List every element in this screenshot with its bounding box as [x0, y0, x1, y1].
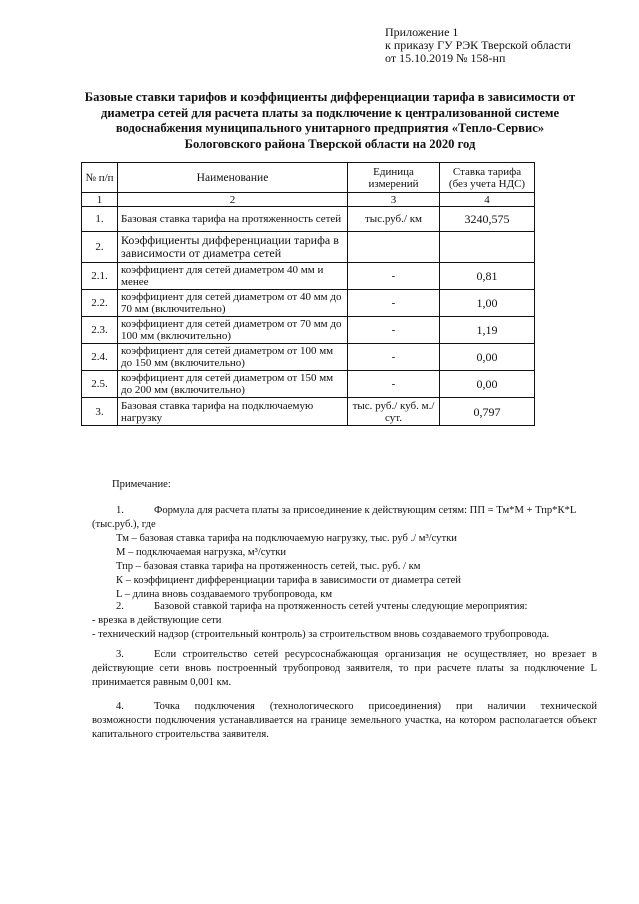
- row-num: 2.3.: [82, 317, 118, 344]
- document-title: [70, 90, 590, 152]
- note-3-number: 3.: [116, 649, 124, 660]
- index-cell: 2: [118, 193, 348, 207]
- note-3-line-1: Если строительство сетей ресурсоснабжающая организация не осуществляет, но врезает в: [154, 649, 597, 660]
- row-name: коэффициент для сетей диаметром от 100 мм до 150 мм (включительно): [118, 344, 348, 371]
- index-cell: 1: [82, 193, 118, 207]
- row-rate: 3240,575: [440, 207, 535, 232]
- row-rate: 0,797: [440, 398, 535, 426]
- note-1-line-2: (тыс.руб.), где: [92, 519, 156, 530]
- row-num: 3.: [82, 398, 118, 426]
- table-row: [82, 263, 535, 290]
- notes-title: Примечание:: [112, 479, 171, 490]
- appendix-line-2: к приказу ГУ РЭК Тверской области: [385, 38, 571, 52]
- row-unit: -: [348, 371, 440, 398]
- title-line-4: Бологовского района Тверской области на 2020 год: [184, 136, 476, 151]
- table-row: [82, 232, 535, 263]
- note-4-line-2: возможности подключения устанавливается на границе земельного участка, на котором располагается объект: [92, 715, 597, 726]
- row-name: коэффициент для сетей диаметром от 150 мм до 200 мм (включительно): [118, 371, 348, 398]
- row-rate: 1,00: [440, 290, 535, 317]
- row-name: коэффициент для сетей диаметром 40 мм и менее: [118, 263, 348, 290]
- row-name: коэффициент для сетей диаметром от 70 мм до 100 мм (включительно): [118, 317, 348, 344]
- row-unit: тыс.руб./ км: [348, 207, 440, 232]
- note-2-line-1: Базовой ставкой тарифа на протяженность сетей учтены следующие мероприятия:: [154, 601, 528, 612]
- tariff-table: [81, 162, 535, 426]
- index-cell: 3: [348, 193, 440, 207]
- note-1-def: К – коэффициент дифференциации тарифа в зависимости от диаметра сетей: [116, 575, 461, 586]
- row-unit: -: [348, 344, 440, 371]
- note-1: [92, 504, 597, 602]
- row-name: Базовая ставка тарифа на подключаемую нагрузку: [118, 398, 348, 426]
- table-row: [82, 398, 535, 426]
- header-rate: Ставка тарифа (без учета НДС): [440, 163, 535, 193]
- note-4-line-3: капитального строительства заявителя.: [92, 729, 269, 740]
- note-1-line-1: Формула для расчета платы за присоединение к действующим сетям: ПП = Тм*М + Тпр*К*L: [154, 505, 577, 516]
- title-line-2: диаметра сетей для расчета платы за подключение к централизованной системе: [100, 105, 560, 120]
- table-row: [82, 207, 535, 232]
- note-3: [92, 648, 597, 690]
- note-2-item: - врезка в действующие сети: [92, 615, 222, 626]
- appendix-header: [385, 26, 571, 65]
- row-num: 2.2.: [82, 290, 118, 317]
- appendix-line-3: от 15.10.2019 № 158-нп: [385, 51, 506, 65]
- table-header-row: [82, 163, 535, 193]
- note-2-number: 2.: [116, 601, 124, 612]
- note-2-item: - технический надзор (строительный контроль) за строительством вновь создаваемого трубопровода.: [92, 629, 550, 640]
- row-name: Базовая ставка тарифа на протяженность сетей: [118, 207, 348, 232]
- header-unit: Единица измерений: [348, 163, 440, 193]
- row-unit: [348, 232, 440, 263]
- row-unit: -: [348, 317, 440, 344]
- row-num: 1.: [82, 207, 118, 232]
- appendix-line-1: Приложение 1: [385, 25, 459, 39]
- row-rate: 0,81: [440, 263, 535, 290]
- note-4: [92, 700, 597, 742]
- note-1-def: L – длина вновь создаваемого трубопровода, км: [116, 589, 333, 600]
- note-3-line-2: действующие сети вновь построенный трубопровод заявителя, то при расчете платы за подключение L: [92, 663, 597, 674]
- row-num: 2.4.: [82, 344, 118, 371]
- row-num: 2.5.: [82, 371, 118, 398]
- row-rate: [440, 232, 535, 263]
- note-1-def: Тпр – базовая ставка тарифа на протяженность сетей, тыс. руб. / км: [116, 561, 421, 572]
- table-row: [82, 371, 535, 398]
- table-row: [82, 290, 535, 317]
- header-num: № п/п: [82, 163, 118, 193]
- note-3-line-3: принимается равным 0,001 км.: [92, 677, 232, 688]
- row-name: Коэффициенты дифференциации тарифа в зависимости от диаметра сетей: [118, 232, 348, 263]
- table-index-row: [82, 193, 535, 207]
- header-name: Наименование: [118, 163, 348, 193]
- index-cell: 4: [440, 193, 535, 207]
- row-rate: 0,00: [440, 344, 535, 371]
- note-1-def: М – подключаемая нагрузка, м³/сутки: [116, 547, 287, 558]
- row-num: 2.1.: [82, 263, 118, 290]
- row-unit: -: [348, 290, 440, 317]
- note-4-line-1: Точка подключения (технологического присоединения) при наличии технической: [154, 701, 597, 712]
- note-1-number: 1.: [116, 505, 124, 516]
- row-name: коэффициент для сетей диаметром от 40 мм до 70 мм (включительно): [118, 290, 348, 317]
- row-num: 2.: [82, 232, 118, 263]
- row-unit: -: [348, 263, 440, 290]
- table-row: [82, 317, 535, 344]
- table-row: [82, 344, 535, 371]
- row-rate: 0,00: [440, 371, 535, 398]
- note-2: [92, 600, 597, 642]
- row-rate: 1,19: [440, 317, 535, 344]
- title-line-3: водоснабжения муниципального унитарного предприятия «Тепло-Сервис»: [115, 121, 545, 135]
- title-line-1: Базовые ставки тарифов и коэффициенты дифференциации тарифа в зависимости от: [84, 90, 576, 104]
- note-4-number: 4.: [116, 701, 124, 712]
- note-1-def: Тм – базовая ставка тарифа на подключаемую нагрузку, тыс. руб ./ м³/сутки: [116, 533, 457, 544]
- row-unit: тыс. руб./ куб. м./сут.: [348, 398, 440, 426]
